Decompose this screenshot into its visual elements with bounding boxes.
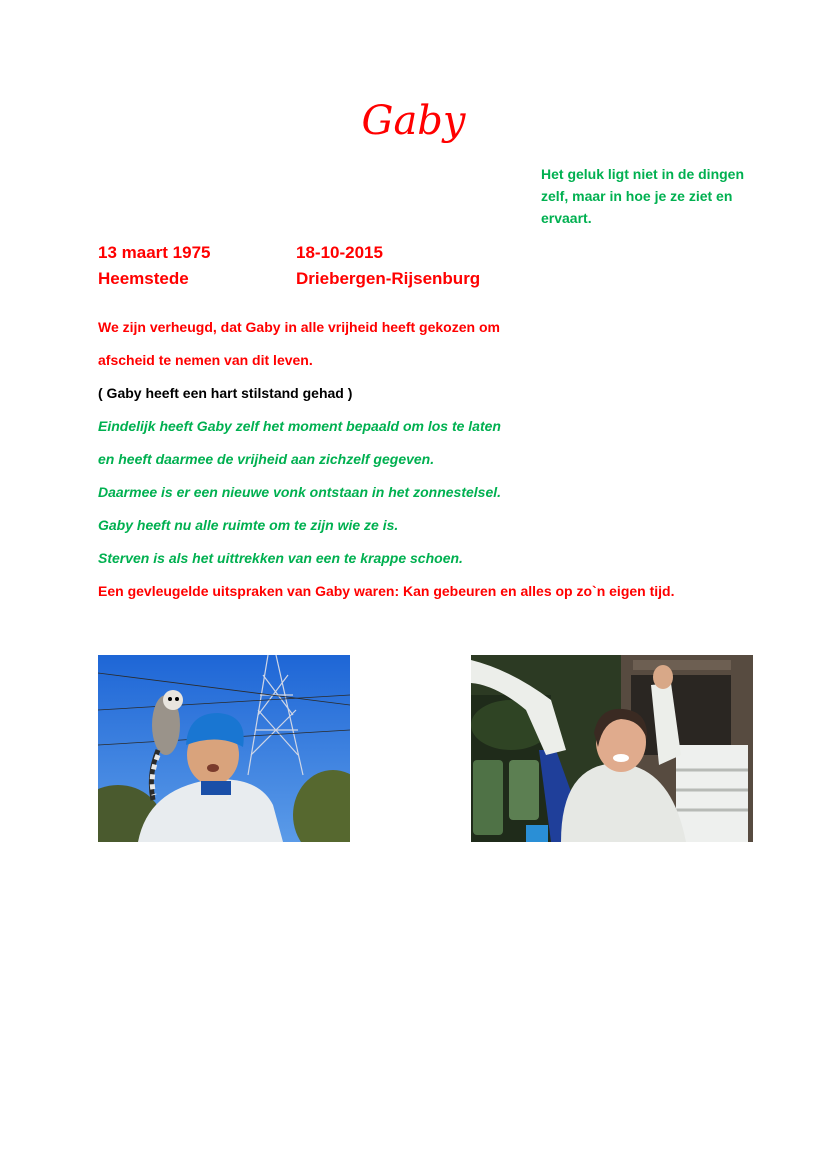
text-line: Een gevleugelde uitspraken van Gaby waren: Kan gebeuren en alles op zo`n eigen tijd. <box>98 583 675 599</box>
text-line: ( Gaby heeft een hart stilstand gehad ) <box>98 385 353 401</box>
text-line: en heeft daarmee de vrijheid aan zichzelf gegeven. <box>98 451 435 467</box>
places-row <box>98 266 480 292</box>
photo-lemur <box>98 655 350 842</box>
text-line: Gaby heeft nu alle ruimte om te zijn wie ze is. <box>98 517 399 533</box>
death-place: Driebergen-Rijsenburg <box>296 269 481 288</box>
text-lines <box>98 316 778 613</box>
text-line: We zijn verheugd, dat Gaby in alle vrijheid heeft gekozen om <box>98 319 500 335</box>
photo-garden-image <box>471 655 753 842</box>
text-line: Eindelijk heeft Gaby zelf het moment bepaald om los te laten <box>98 418 501 434</box>
text-line: afscheid te nemen van dit leven. <box>98 352 313 368</box>
dates-row <box>98 240 480 266</box>
text-line: Sterven is als het uittrekken van een te krappe schoen. <box>98 550 463 566</box>
page-title: Gaby <box>361 98 466 144</box>
quote: Het geluk ligt niet in de dingen zelf, maar in hoe je ze ziet en ervaart. <box>541 166 745 226</box>
birth-date: 13 maart 1975 <box>98 243 211 262</box>
death-date: 18-10-2015 <box>296 243 383 262</box>
photo-garden <box>471 655 753 842</box>
photo-lemur-image <box>98 655 350 842</box>
text-line: Daarmee is er een nieuwe vonk ontstaan in het zonnestelsel. <box>98 484 502 500</box>
dates-block <box>98 240 480 292</box>
birth-place: Heemstede <box>98 269 189 288</box>
